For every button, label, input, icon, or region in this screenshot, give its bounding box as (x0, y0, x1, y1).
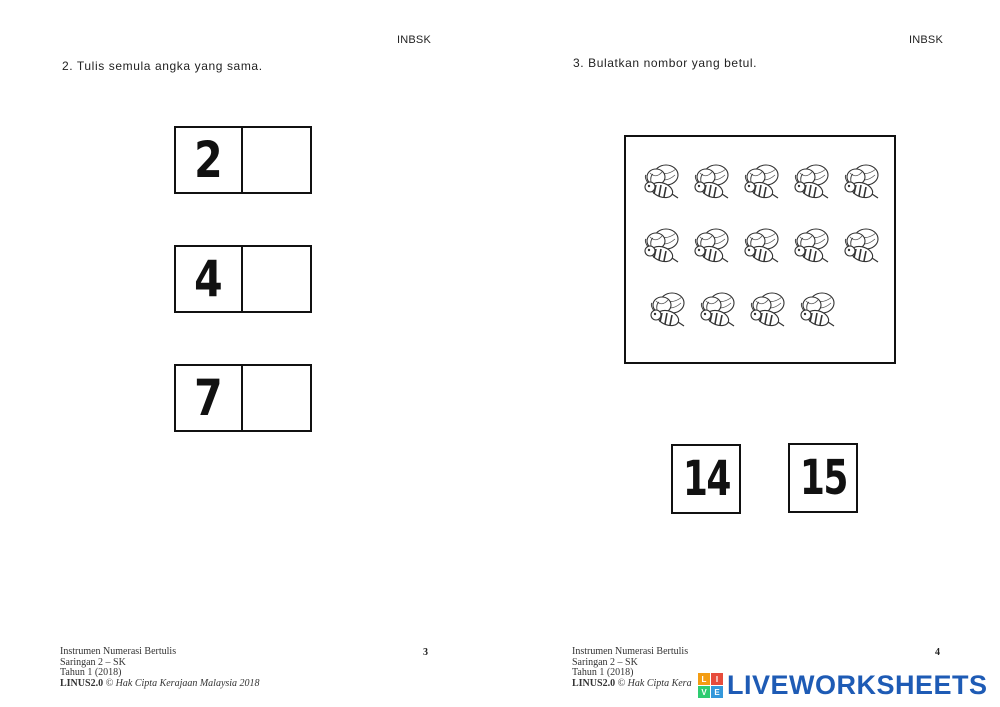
bee-icon (751, 293, 784, 328)
number-pair-3 (174, 364, 312, 432)
footer-linus: LINUS2.0 (572, 677, 616, 689)
footer-line-3: Tahun 1 (2018) (572, 667, 634, 678)
bee-icon (651, 293, 684, 328)
logo-letter: I (711, 673, 723, 685)
footer-copyright: © Hak Cipta Kera (615, 677, 692, 689)
question-3-text: 3. Bulatkan nombor yang betul. (573, 56, 758, 70)
bee-picture-frame (624, 135, 896, 364)
given-number-cell (176, 247, 243, 311)
right-footer (572, 647, 692, 689)
left-page-number: 3 (423, 647, 428, 658)
bee-icon (695, 165, 728, 200)
bee-icon (645, 165, 678, 200)
bee-icon (845, 229, 878, 264)
bee-icon (701, 293, 734, 328)
option-14-box[interactable] (671, 444, 741, 514)
footer-line-1: Instrumen Numerasi Bertulis (60, 646, 177, 657)
question-2-text: 2. Tulis semula angka yang sama. (62, 59, 263, 73)
footer-line-4 (572, 679, 692, 690)
logo-letter: V (698, 686, 710, 698)
given-number: 7 (194, 369, 223, 427)
footer-line-3: Tahun 1 (2018) (60, 667, 122, 678)
footer-line-4 (60, 679, 260, 690)
right-header-tag: INBSK (909, 34, 944, 46)
live-logo-icon (698, 673, 723, 698)
liveworksheets-text: LIVEWORKSHEETS (727, 670, 988, 700)
footer-line-1: Instrumen Numerasi Bertulis (572, 646, 689, 657)
answer-cell[interactable] (243, 366, 310, 430)
liveworksheets-logo[interactable] (698, 670, 988, 701)
answer-cell[interactable] (243, 128, 310, 192)
footer-copyright: © Hak Cipta Kerajaan Malaysia 2018 (103, 677, 260, 689)
number-pair-2 (174, 245, 312, 313)
left-header-tag: INBSK (397, 34, 432, 46)
option-15-label: 15 (799, 450, 847, 506)
given-number: 2 (194, 131, 223, 189)
bee-icon (801, 293, 834, 328)
given-number: 4 (194, 250, 223, 308)
answer-cell[interactable] (243, 247, 310, 311)
footer-line-2: Saringan 2 – SK (60, 656, 126, 668)
bee-icon (745, 165, 778, 200)
bee-icon (695, 229, 728, 264)
bee-icon (645, 229, 678, 264)
bee-icon (745, 229, 778, 264)
bee-icon (795, 229, 828, 264)
bee-icon (795, 165, 828, 200)
right-page-number: 4 (935, 647, 940, 658)
given-number-cell (176, 366, 243, 430)
option-15-box[interactable] (788, 443, 858, 513)
bee-group (626, 137, 894, 362)
left-footer (60, 647, 260, 689)
logo-letter: L (698, 673, 710, 685)
option-14-label: 14 (682, 451, 730, 507)
given-number-cell (176, 128, 243, 192)
bee-icon (845, 165, 878, 200)
footer-linus: LINUS2.0 (60, 677, 104, 689)
footer-line-2: Saringan 2 – SK (572, 656, 638, 668)
logo-letter: E (711, 686, 723, 698)
number-pair-1 (174, 126, 312, 194)
